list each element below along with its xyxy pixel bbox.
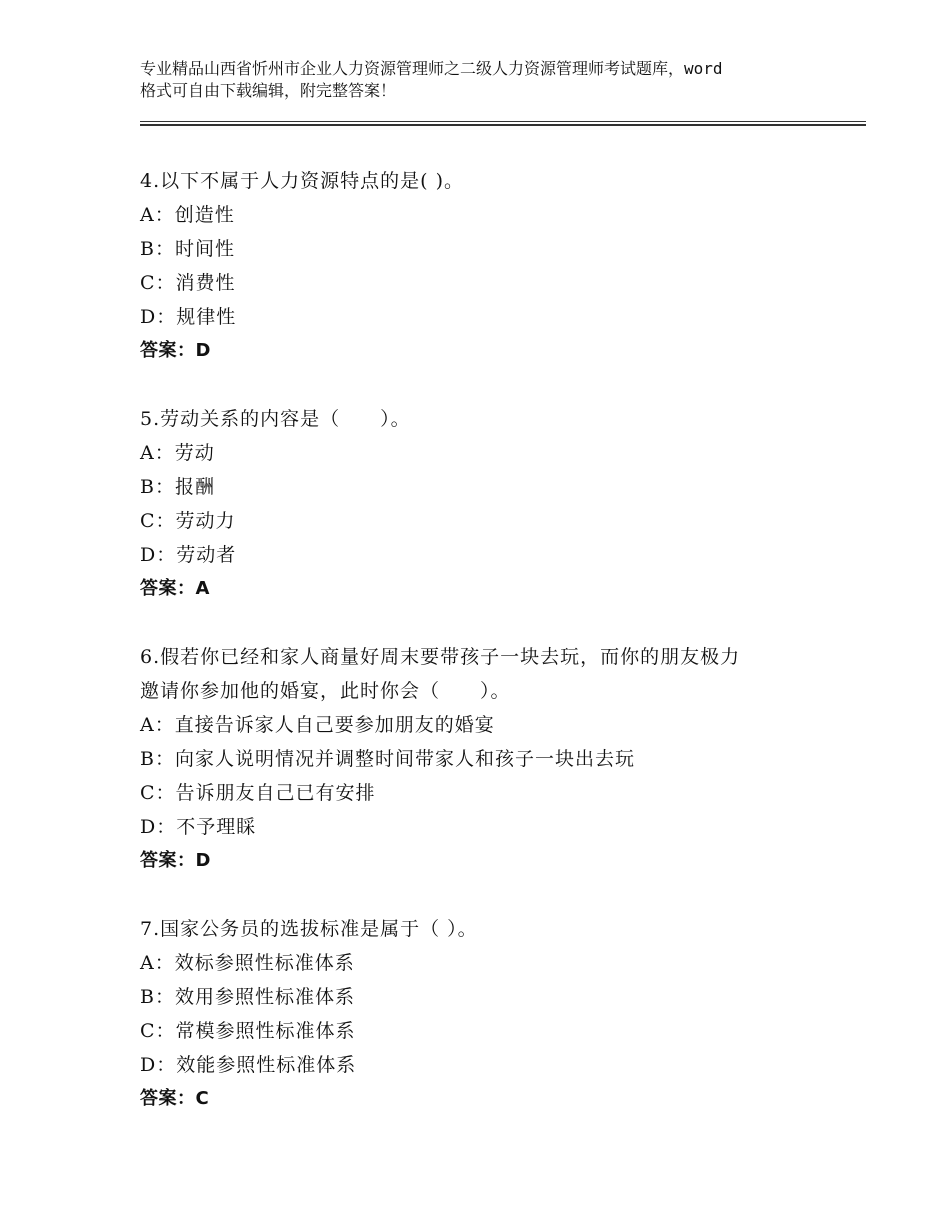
header-line-2: 格式可自由下载编辑，附完整答案！ — [140, 81, 397, 100]
question-6 — [140, 640, 830, 912]
option-d: D：不予理睬 — [140, 816, 257, 838]
question-7 — [140, 912, 830, 1116]
answer-label: 答案：D — [140, 340, 211, 361]
answer-label: 答案：C — [140, 1088, 210, 1109]
option-b: B：报酬 — [140, 476, 215, 498]
header-line-1: 专业精品山西省忻州市企业人力资源管理师之二级人力资源管理师考试题库，word — [140, 59, 723, 78]
option-a: A：创造性 — [140, 204, 235, 226]
option-c: C：消费性 — [140, 272, 236, 294]
question-stem-line-2: 邀请你参加他的婚宴，此时你会（ ）。 — [140, 680, 511, 702]
answer-label: 答案：D — [140, 850, 211, 871]
question-4 — [140, 164, 830, 402]
option-d: D：规律性 — [140, 306, 237, 328]
option-b: B：时间性 — [140, 238, 235, 260]
option-b: B：向家人说明情况并调整时间带家人和孩子一块出去玩 — [140, 748, 635, 770]
document-header — [140, 58, 830, 102]
question-spacer — [140, 606, 830, 640]
question-list — [140, 164, 830, 1116]
option-c: C：常模参照性标准体系 — [140, 1020, 356, 1042]
option-a: A：效标参照性标准体系 — [140, 952, 355, 974]
question-5 — [140, 402, 830, 640]
option-d: D：效能参照性标准体系 — [140, 1054, 357, 1076]
question-stem-line-1: 6.假若你已经和家人商量好周末要带孩子一块去玩，而你的朋友极力 — [140, 646, 741, 668]
question-stem: 4.以下不属于人力资源特点的是( )。 — [140, 170, 464, 192]
option-b: B：效用参照性标准体系 — [140, 986, 355, 1008]
question-stem: 7.国家公务员的选拔标准是属于（ ）。 — [140, 918, 478, 940]
option-a: A：直接告诉家人自己要参加朋友的婚宴 — [140, 714, 495, 736]
answer-label: 答案：A — [140, 578, 210, 599]
question-spacer — [140, 878, 830, 912]
option-c: C：劳动力 — [140, 510, 236, 532]
question-spacer — [140, 368, 830, 402]
option-a: A：劳动 — [140, 442, 215, 464]
header-divider — [140, 121, 866, 126]
option-d: D：劳动者 — [140, 544, 237, 566]
option-c: C：告诉朋友自己已有安排 — [140, 782, 376, 804]
question-stem: 5.劳动关系的内容是（ ）。 — [140, 408, 411, 430]
